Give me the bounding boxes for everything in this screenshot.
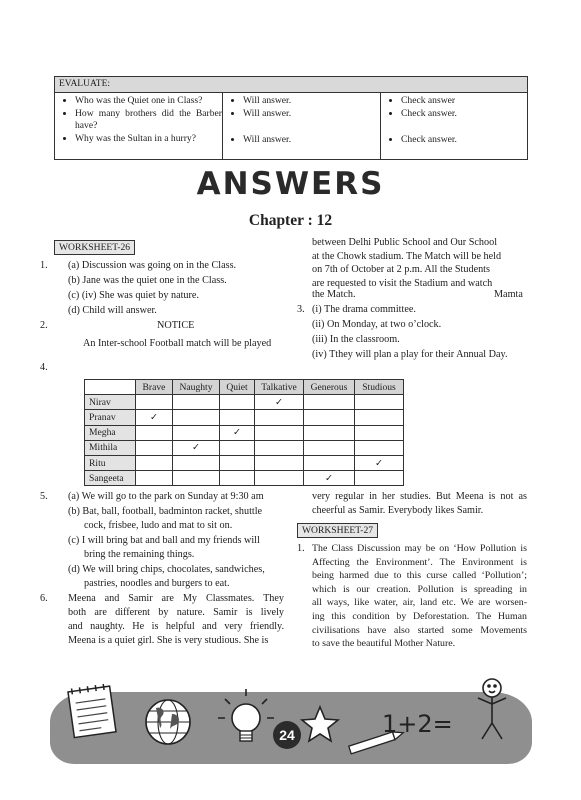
cell (136, 455, 173, 470)
cell (136, 425, 173, 440)
q1b: (b) Jane was the quiet one in the Class. (68, 275, 227, 286)
notice-continuation (312, 236, 527, 290)
cell (220, 440, 255, 455)
page-number: 24 (279, 727, 295, 743)
star-icon (302, 707, 338, 741)
check-2: • Check answer. (401, 108, 527, 120)
q1c: (c) (iv) She was quiet by nature. (68, 290, 199, 301)
evaluate-table (54, 76, 528, 160)
col-studious: Studious (355, 380, 404, 395)
check-mark: ✓ (304, 471, 355, 486)
cell (255, 455, 304, 470)
col-talkative: Talkative (255, 380, 304, 395)
check-3: • Check answer. (401, 134, 527, 146)
cell (220, 410, 255, 425)
q3-iv: (iv) Tthey will plan a play for their Annual Day. (312, 349, 508, 360)
notice-line-5: are requested to visit the Stadium and watch (312, 277, 493, 289)
row-name: Nirav (85, 395, 136, 410)
evaluate-checks (381, 93, 527, 159)
col-generous: Generous (304, 380, 355, 395)
q5d-2: pastries, noodles and burgers to eat. (84, 578, 230, 589)
worksheet-27-label: WORKSHEET-27 (297, 523, 378, 538)
cell (173, 395, 220, 410)
check-mark: ✓ (220, 425, 255, 440)
notepad-icon (68, 683, 116, 737)
cell (304, 455, 355, 470)
q6-line-4: Meena is a quiet girl. She is very studious. She is (68, 635, 269, 646)
q6-continuation (312, 490, 527, 518)
q5a: (a) We will go to the park on Sunday at 9:30 am (68, 491, 264, 502)
cell (136, 440, 173, 455)
table-row (85, 455, 404, 470)
ws27-line-8: to save the beautiful Mother Nature. (312, 638, 456, 650)
ws27-line-3: being harmed due to this curse called ‘Pollution’; (312, 570, 527, 582)
col-quiet: Quiet (220, 380, 255, 395)
cell (220, 455, 255, 470)
cell (136, 395, 173, 410)
table-corner (85, 380, 136, 395)
question-2: • How many brothers did the Barber have? (75, 108, 222, 132)
q5c-1: (c) I will bring bat and ball and my friends will (68, 535, 260, 546)
cell (304, 410, 355, 425)
notice-signature: Mamta (494, 289, 523, 300)
row-name: Megha (85, 425, 136, 440)
check-mark: ✓ (355, 455, 404, 470)
cell (304, 395, 355, 410)
cell (173, 425, 220, 440)
ws27-line-5: all ways, like water, air, land etc. We are worsen- (312, 597, 527, 609)
cell (173, 455, 220, 470)
answers-title: ANSWERS (196, 166, 385, 202)
q5b-1: (b) Bat, ball, football, badminton racket, shuttle (68, 506, 263, 517)
cell (355, 410, 404, 425)
q1-number: 1. (40, 260, 48, 271)
q3-iii: (iii) In the classroom. (312, 334, 400, 345)
check-mark: ✓ (255, 395, 304, 410)
ws27-line-2: Affecting the Environment’. The Environment is (312, 556, 527, 568)
chapter-heading: Chapter : 12 (248, 212, 333, 229)
lightbulb-icon (218, 689, 274, 741)
cell (255, 471, 304, 486)
cell (304, 440, 355, 455)
cell (355, 395, 404, 410)
table-row (85, 395, 404, 410)
q5c-2: bring the remaining things. (84, 549, 195, 560)
row-name: Sangeeta (85, 471, 136, 486)
math-doodle: 1+2= (382, 710, 453, 738)
ws27-q1-number: 1. (297, 543, 305, 554)
q6-line-6: cheerful as Samir. Everybody likes Samir. (312, 505, 484, 516)
row-name: Mithila (85, 440, 136, 455)
evaluate-questions (55, 93, 223, 159)
cell (220, 395, 255, 410)
ws27-line-6: ing this condition by Deforestation. The Human (312, 610, 527, 622)
cell (355, 425, 404, 440)
q3-i: (i) The drama committee. (312, 304, 416, 315)
ws27-line-7: civilisations have also started some Movements (312, 624, 527, 636)
cell (136, 471, 173, 486)
notice-line-4: on 7th of October at 2 p.m. All the Students (312, 264, 490, 276)
question-1: • Who was the Quiet one in Class? (75, 95, 222, 107)
ws27-line-4: which is our creation. Pollution is spreading in (312, 583, 527, 595)
table-row (85, 471, 404, 486)
q6-answer (68, 592, 284, 648)
cell (355, 440, 404, 455)
q5-number: 5. (40, 491, 48, 502)
q6-line-5: very regular in her studies. But Meena is not as (312, 491, 527, 502)
cell (304, 425, 355, 440)
answer-1: • Will answer. (243, 95, 380, 107)
footer-doodles (50, 660, 540, 770)
notice-heading: NOTICE (157, 320, 195, 331)
q6-number: 6. (40, 593, 48, 604)
q1a: (a) Discussion was going on in the Class. (68, 260, 237, 271)
cell (255, 425, 304, 440)
question-3: • Why was the Sultan in a hurry? (75, 133, 222, 145)
notice-line-3: at the Chowk stadium. The Match will be held (312, 250, 502, 262)
ws27-q1-answer (312, 542, 527, 651)
table-header-row (85, 380, 404, 395)
cell (255, 440, 304, 455)
q3-ii: (ii) On Monday, at two o’clock. (312, 319, 442, 330)
traits-table (84, 379, 404, 486)
worksheet-26-label: WORKSHEET-26 (54, 240, 135, 255)
answer-3: • Will answer. (243, 134, 380, 146)
q6-line-2: both are different by nature. Samir is lively (68, 607, 284, 618)
col-naughty: Naughty (173, 380, 220, 395)
evaluate-header: EVALUATE: (55, 77, 527, 93)
notice-line-6: the Match. (312, 289, 356, 300)
cell (173, 410, 220, 425)
answer-2: • Will answer. (243, 108, 380, 120)
check-1: • Check answer (401, 95, 527, 107)
table-row (85, 410, 404, 425)
table-row (85, 425, 404, 440)
globe-icon (146, 700, 190, 744)
cell (220, 471, 255, 486)
cell (355, 471, 404, 486)
check-mark: ✓ (136, 410, 173, 425)
q1d: (d) Child will answer. (68, 305, 157, 316)
q2-number: 2. (40, 320, 48, 331)
q6-line-1: Meena and Samir are My Classmates. They (68, 593, 284, 604)
row-name: Ritu (85, 455, 136, 470)
notice-line-2: between Delhi Public School and Our School (312, 237, 498, 248)
q5d-1: (d) We will bring chips, chocolates, sandwiches, (68, 564, 265, 575)
evaluate-answers (223, 93, 381, 159)
col-brave: Brave (136, 380, 173, 395)
q3-number: 3. (297, 304, 305, 315)
q6-line-3: and naughty. He is helpful and very friendly. (68, 621, 284, 632)
q5b-2: cock, frisbee, ludo and mat to sit on. (84, 520, 233, 531)
q4-number: 4. (40, 362, 48, 373)
cell (255, 410, 304, 425)
ws27-line-1: The Class Discussion may be on ‘How Pollution is (312, 543, 527, 554)
stick-figure-icon (478, 679, 506, 739)
check-mark: ✓ (173, 440, 220, 455)
row-name: Pranav (85, 410, 136, 425)
table-row (85, 440, 404, 455)
notice-line-1: An Inter-school Football match will be played (83, 338, 272, 349)
cell (173, 471, 220, 486)
